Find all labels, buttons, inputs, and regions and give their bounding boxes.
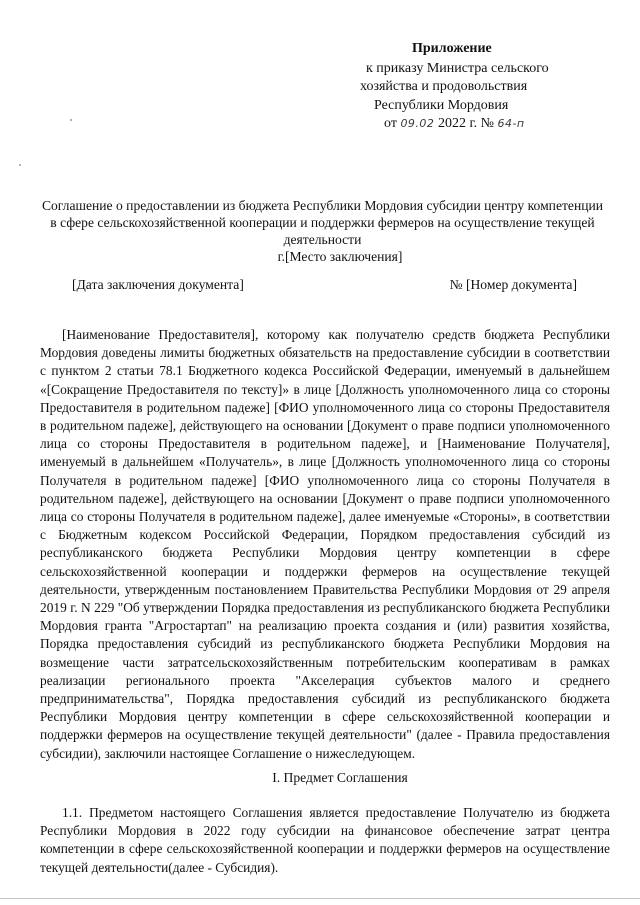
appendix-order-line: к приказу Министра сельского bbox=[366, 60, 549, 76]
appendix-date-line bbox=[360, 115, 620, 134]
agreement-number-placeholder: № [Номер документа] bbox=[449, 277, 577, 292]
appendix-ministry-line: хозяйства и продовольствия bbox=[360, 79, 528, 94]
agreement-place: г.[Место заключения] bbox=[277, 249, 403, 264]
section-heading: I. Предмет Соглашения bbox=[272, 770, 408, 785]
clause-1-1-paragraph: 1.1. Предметом настоящего Соглашения является предоставление Получателю из бюджета Республики Мордовия в 2022 году субсидии на финансовое обеспечение затрат центра компетенции в сфере сельскохозяйственной кооперации и поддержки фермеров на осуществление текущей деятельности(далее - Субсидия). bbox=[40, 805, 610, 875]
agreement-title: Соглашение о предоставлении из бюджета Республики Мордовия субсидии центру компетенции в сфере сельскохозяйственной кооперации и поддержки фермеров на осуществление текущей деятельности bbox=[41, 198, 604, 247]
appendix-date-prefix: от bbox=[384, 116, 397, 131]
preamble-paragraph: [Наименование Предоставителя], которому как получателю средств бюджета Республики Мордовия доведены лимиты бюджетных обязательств на предоставление субсидии в соответствии с пунктом 2 статьи 78.1 Бюджетного кодекса Российской Федерации, именуемый в дальнейшем «[Сокращение Предоставителя по тексту]» в лице [Должность уполномоченного лица со стороны Предоставителя в родительном падеже] [ФИО уполномоченного лица со стороны Предоставителя в родительном падеже], действующего на основании [Документ о праве подписи уполномоченного лица со стороны Предоставителя в родительном падеже], и [Наименование Получателя], именуемый в дальнейшем «Получатель», в лице [Должность уполномоченного лица со стороны Получателя в родительном падеже] [ФИО уполномоченного лица со стороны Получателя в родительном падеже], действующего на основании [Документ о праве подписи уполномоченного лица со стороны Получателя в родительном падеже], далее именуемые «Стороны», в соответствии с Бюджетным кодексом Российской Федерации, Порядком предоставления субсидий из республиканского бюджета Республики Мордовия центру компетенции в сфере сельскохозяйственной кооперации и поддержки фермеров на осуществление текущей деятельности, утвержденным постановлением Правительства Республики Мордовия от 29 апреля 2019 г. N 229 "Об утверждении Порядка предоставления из республиканского бюджета Республики Мордовия гранта "Агростартап" на реализацию проекта создания и (или) развития хозяйства, Порядка предоставления субсидий из республиканского бюджета Республики Мордовия на возмещение части затратсельскохозяйственным потребительским кооперативам в рамках реализации регионального проекта "Акселерация субъектов малого и среднего предпринимательства", Порядка предоставления субсидий из республиканского бюджета Республики Мордовия центру компетенции в сфере сельскохозяйственной кооперации и поддержки фермеров на осуществление текущей деятельности" (далее - Правила предоставления субсидии), заключили настоящее Соглашение о нижеследующем. bbox=[40, 327, 610, 761]
scan-speck bbox=[70, 119, 72, 121]
appendix-header bbox=[360, 40, 620, 134]
agreement-date-placeholder: [Дата заключения документа] bbox=[72, 277, 244, 292]
date-number-row bbox=[72, 277, 577, 293]
appendix-year-text: 2022 г. № bbox=[437, 116, 494, 131]
handwritten-date: 09.02 bbox=[400, 117, 435, 130]
handwritten-number: 64-п bbox=[497, 117, 525, 130]
appendix-title: Приложение bbox=[412, 41, 492, 56]
appendix-republic-line: Республики Мордовия bbox=[374, 97, 509, 113]
scan-bottom-edge bbox=[0, 898, 640, 899]
scan-speck bbox=[19, 164, 21, 166]
